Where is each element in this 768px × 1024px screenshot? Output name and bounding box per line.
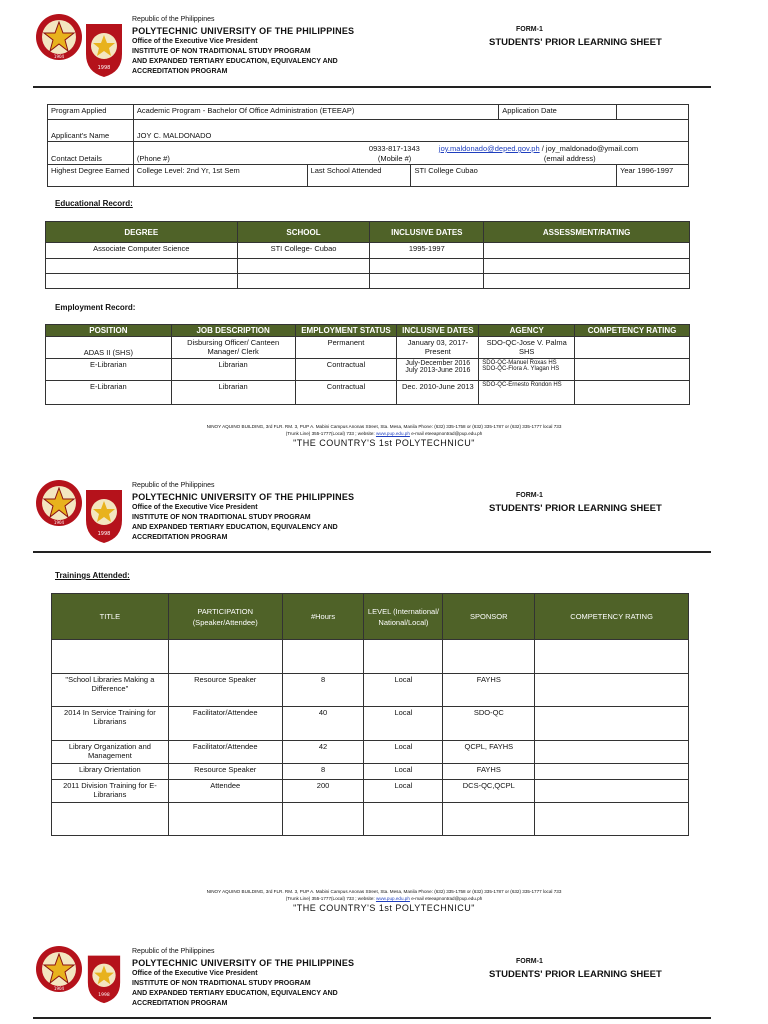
train-cell [168, 803, 282, 836]
svg-text:1998: 1998 [98, 992, 110, 998]
train-header-title: TITLE [52, 594, 169, 640]
program-text-2: ACCREDITATION PROGRAM [132, 534, 228, 541]
train-header-participation: PARTICIPATION (Speaker/Attendee) [168, 594, 282, 640]
emp-cell [575, 359, 690, 381]
table-row [46, 274, 690, 289]
svg-text:1904: 1904 [53, 986, 65, 991]
page-header-1 [0, 8, 768, 100]
mobile-number: 0933-817-1343 [368, 144, 420, 153]
university-name: POLYTECHNIC UNIVERSITY OF THE PHILIPPINES [132, 492, 355, 502]
train-cell [535, 707, 689, 741]
footer-address: NINOY AQUINO BUILDING, 3rd FLR. RM. 3, PUP A. Mabini Campus Anonas Street, Sta. Mesa, Manila Phone: (632) 335-1758 or (632) 335-1787 or (632) 335-1777 local 733 [206, 424, 562, 429]
institute-text: INSTITUTE OF NON TRADITIONAL STUDY PROGRAM [132, 980, 311, 987]
footer-email: e-mail eteeapnontrad@pup.edu.ph [409, 896, 483, 901]
application-date-value [617, 105, 689, 120]
institute-logo-icon [84, 952, 124, 1004]
edu-cell [484, 274, 690, 289]
train-cell [535, 764, 689, 780]
edu-cell: 1995-1997 [370, 243, 484, 259]
footer-motto: "THE COUNTRY'S 1st POLYTECHNICU" [293, 438, 475, 448]
svg-text:1904: 1904 [53, 520, 65, 525]
program-text-1: AND EXPANDED TERTIARY EDUCATION, EQUIVALENCY AND [132, 58, 338, 65]
train-cell: Local [364, 741, 443, 764]
train-cell [282, 640, 364, 674]
office-text: Office of the Executive Vice President [132, 504, 258, 511]
edu-cell [370, 259, 484, 274]
emp-header-dates: INCLUSIVE DATES [397, 325, 479, 337]
emp-cell: E-Librarian [46, 359, 172, 381]
emp-cell: E-Librarian [46, 381, 172, 405]
train-cell: 42 [282, 741, 364, 764]
emp-cell: ADAS II (SHS) [46, 337, 172, 359]
edu-cell [484, 243, 690, 259]
train-header-hours: #Hours [282, 594, 364, 640]
table-row [52, 674, 689, 707]
train-cell: 2014 In Service Training for Librarians [52, 707, 169, 741]
table-row [52, 707, 689, 741]
train-cell: Resource Speaker [168, 764, 282, 780]
footer-website-link[interactable]: www.pup.edu.ph [375, 896, 410, 901]
edu-cell [370, 274, 484, 289]
form-title: STUDENTS' PRIOR LEARNING SHEET [489, 503, 662, 514]
page-footer-1 [0, 423, 768, 448]
train-cell [52, 803, 169, 836]
emp-cell [575, 337, 690, 359]
train-cell [535, 803, 689, 836]
train-cell: DCS-QC,QCPL [443, 780, 535, 803]
train-cell [535, 640, 689, 674]
train-cell [443, 803, 535, 836]
employment-table [45, 324, 690, 405]
name-value: JOY C. MALDONADO [133, 120, 688, 142]
edu-cell [237, 259, 370, 274]
emp-cell: Librarian [171, 381, 295, 405]
edu-header-degree: DEGREE [46, 222, 238, 243]
last-school-value: STI College Cubao [411, 165, 617, 187]
edu-cell [484, 259, 690, 274]
emp-cell: Contractual [295, 359, 397, 381]
train-header-level: LEVEL (International/ National/Local) [364, 594, 443, 640]
college-level: College Level: 2nd Yr, 1st Sem [133, 165, 307, 187]
svg-text:1998: 1998 [97, 531, 111, 537]
edu-cell: STI College- Cubao [237, 243, 370, 259]
footer-address: NINOY AQUINO BUILDING, 3rd FLR. RM. 3, PUP A. Mabini Campus Anonas Street, Sta. Mesa, Manila Phone: (632) 335-1758 or (632) 335-1787 or (632) 335-1777 local 733 [206, 889, 562, 894]
office-text: Office of the Executive Vice President [132, 38, 258, 45]
train-cell: Local [364, 764, 443, 780]
form-number: FORM-1 [516, 492, 543, 499]
name-label: Applicant's Name [48, 120, 134, 142]
header-rule [33, 1017, 711, 1019]
train-cell: 8 [282, 674, 364, 707]
degree-label: Highest Degree Earned [48, 165, 134, 187]
emp-header-rating: COMPETENCY RATING [575, 325, 690, 337]
train-cell [443, 640, 535, 674]
table-row [52, 780, 689, 803]
emp-cell: January 03, 2017-Present [397, 337, 479, 359]
emp-cell: SDO-QC-Ernesto Rondon HS [479, 381, 575, 405]
train-cell: Local [364, 707, 443, 741]
program-text-2: ACCREDITATION PROGRAM [132, 68, 228, 75]
footer-trunk: (Trunk Line) 355-1777(Local) 733 ; website: [285, 896, 376, 901]
train-cell: Resource Speaker [168, 674, 282, 707]
program-text-1: AND EXPANDED TERTIARY EDUCATION, EQUIVALENCY AND [132, 524, 338, 531]
edu-cell [46, 259, 238, 274]
education-title: Educational Record: [55, 199, 133, 208]
footer-website-link[interactable]: www.pup.edu.ph [375, 431, 410, 436]
train-cell: QCPL, FAYHS [443, 741, 535, 764]
pup-seal-icon [35, 945, 83, 993]
footer-trunk: (Trunk Line) 355-1777(Local) 733 ; website: [285, 431, 376, 436]
train-cell [535, 741, 689, 764]
train-cell: Library Orientation [52, 764, 169, 780]
emp-header-job: JOB DESCRIPTION [171, 325, 295, 337]
year-value: Year 1996-1997 [617, 165, 689, 187]
program-text-2: ACCREDITATION PROGRAM [132, 1000, 228, 1007]
train-header-rating: COMPETENCY RATING [535, 594, 689, 640]
train-header-sponsor: SPONSOR [443, 594, 535, 640]
university-name: POLYTECHNIC UNIVERSITY OF THE PHILIPPINES [132, 26, 355, 36]
train-cell: Facilitator/Attendee [168, 741, 282, 764]
table-row [46, 259, 690, 274]
table-row [52, 803, 689, 836]
employment-title: Employment Record: [55, 303, 136, 312]
emp-header-status: EMPLOYMENT STATUS [295, 325, 397, 337]
train-cell: SDO-QC [443, 707, 535, 741]
office-text: Office of the Executive Vice President [132, 970, 258, 977]
edu-header-rating: ASSESSMENT/RATING [484, 222, 690, 243]
table-row [46, 243, 690, 259]
train-cell [168, 640, 282, 674]
form-title: STUDENTS' PRIOR LEARNING SHEET [489, 969, 662, 980]
institute-text: INSTITUTE OF NON TRADITIONAL STUDY PROGRAM [132, 48, 311, 55]
page-header-3 [0, 940, 768, 1024]
train-cell [364, 803, 443, 836]
train-cell: Attendee [168, 780, 282, 803]
form-number: FORM-1 [516, 958, 543, 965]
email-alt: / joy_maldonado@ymail.com [539, 144, 639, 153]
application-date-label: Application Date [499, 105, 617, 120]
footer-email: e-mail eteeapnontrad@pup.edu.ph [409, 431, 483, 436]
republic-text: Republic of the Philippines [132, 16, 215, 23]
mobile-caption: (Mobile #) [377, 154, 412, 163]
train-cell: FAYHS [443, 764, 535, 780]
train-cell [364, 640, 443, 674]
header-rule [33, 86, 711, 88]
university-name: POLYTECHNIC UNIVERSITY OF THE PHILIPPINES [132, 958, 355, 968]
edu-cell [46, 274, 238, 289]
program-value: Academic Program - Bachelor Of Office Administration (ETEEAP) [133, 105, 498, 120]
train-cell: 8 [282, 764, 364, 780]
emp-cell: SDO-QC-Manuel Roxas HS SDO-QC-Flora A. Ylagan HS [479, 359, 575, 381]
email-link[interactable]: joy.maldonado@deped.gov.ph [438, 144, 540, 153]
train-cell [535, 780, 689, 803]
footer-motto: "THE COUNTRY'S 1st POLYTECHNICU" [293, 903, 475, 913]
emp-header-position: POSITION [46, 325, 172, 337]
trainings-title: Trainings Attended: [55, 571, 130, 580]
table-row [46, 381, 690, 405]
emp-header-agency: AGENCY [479, 325, 575, 337]
emp-cell: Disbursing Officer/ Canteen Manager/ Clerk [171, 337, 295, 359]
republic-text: Republic of the Philippines [132, 482, 215, 489]
edu-cell [237, 274, 370, 289]
train-cell: Library Organization and Management [52, 741, 169, 764]
emp-cell: Contractual [295, 381, 397, 405]
svg-text:1904: 1904 [53, 54, 65, 59]
table-row [52, 741, 689, 764]
train-cell: FAYHS [443, 674, 535, 707]
institute-logo-icon [84, 20, 124, 78]
page-header-2 [0, 474, 768, 566]
emp-cell: Permanent [295, 337, 397, 359]
table-row [52, 640, 689, 674]
trainings-table [51, 593, 689, 836]
train-cell: Facilitator/Attendee [168, 707, 282, 741]
table-row [46, 359, 690, 381]
train-cell [52, 640, 169, 674]
edu-header-school: SCHOOL [237, 222, 370, 243]
last-school-label: Last School Attended [307, 165, 411, 187]
table-row [52, 764, 689, 780]
pup-seal-icon [35, 479, 83, 527]
emp-cell: July-December 2016 July 2013-June 2016 [397, 359, 479, 381]
institute-logo-icon [84, 486, 124, 544]
table-row [46, 337, 690, 359]
emp-cell [575, 381, 690, 405]
page-footer-2 [0, 888, 768, 913]
train-cell: Local [364, 674, 443, 707]
program-text-1: AND EXPANDED TERTIARY EDUCATION, EQUIVALENCY AND [132, 990, 338, 997]
education-table [45, 221, 690, 289]
emp-cell: SDO-QC-Jose V. Palma SHS [479, 337, 575, 359]
train-cell: "School Libraries Making a Difference" [52, 674, 169, 707]
train-cell [282, 803, 364, 836]
pup-seal-icon [35, 13, 83, 61]
header-rule [33, 551, 711, 553]
program-label: Program Applied [48, 105, 134, 120]
edu-cell: Associate Computer Science [46, 243, 238, 259]
contact-label: Contact Details [48, 142, 134, 165]
emp-cell: Dec. 2010-June 2013 [397, 381, 479, 405]
republic-text: Republic of the Philippines [132, 948, 215, 955]
edu-header-dates: INCLUSIVE DATES [370, 222, 484, 243]
train-cell [535, 674, 689, 707]
form-title: STUDENTS' PRIOR LEARNING SHEET [489, 37, 662, 48]
train-cell: 200 [282, 780, 364, 803]
email-caption: (email address) [543, 154, 596, 163]
emp-cell: Librarian [171, 359, 295, 381]
phone-caption: (Phone #) [136, 154, 170, 163]
train-cell: 2011 Division Training for E-Librarians [52, 780, 169, 803]
train-cell: 40 [282, 707, 364, 741]
svg-text:1998: 1998 [97, 65, 111, 71]
train-cell: Local [364, 780, 443, 803]
form-number: FORM-1 [516, 26, 543, 33]
institute-text: INSTITUTE OF NON TRADITIONAL STUDY PROGRAM [132, 514, 311, 521]
applicant-info-table [47, 104, 689, 187]
